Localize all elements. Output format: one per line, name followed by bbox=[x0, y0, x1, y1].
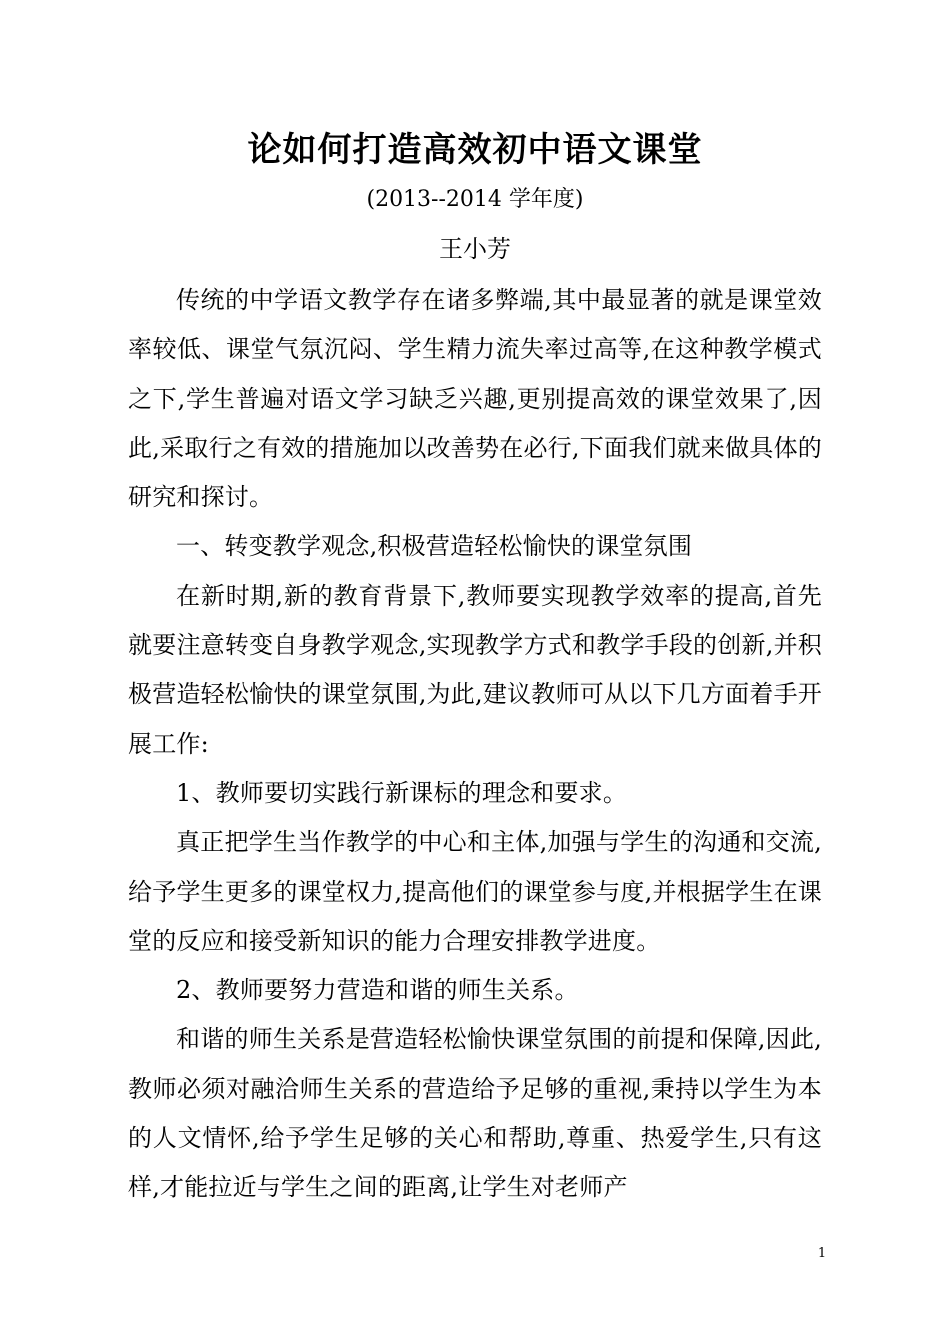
section-1-paragraph: 在新时期,新的教育背景下,教师要实现教学效率的提高,首先就要注意转变自身教学观念,实现教学方式和教学手段的创新,并积极营造轻松愉快的课堂氛围,为此,建议教师可从以下几方面着手开展工作: bbox=[128, 581, 822, 758]
document-subtitle: (2013--2014 学年度) bbox=[366, 187, 584, 212]
subsection-1-paragraph: 真正把学生当作教学的中心和主体,加强与学生的沟通和交流,给予学生更多的课堂权力,提高他们的课堂参与度,并根据学生在课堂的反应和接受新知识的能力合理安排教学进度。 bbox=[128, 828, 822, 955]
document-author: 王小芳 bbox=[439, 235, 511, 263]
intro-paragraph: 传统的中学语文教学存在诸多弊端,其中最显著的就是课堂效率较低、课堂气氛沉闷、学生精力流失率过高等,在这种教学模式之下,学生普遍对语文学习缺乏兴趣,更别提高效的课堂效果了,因此,采取行之有效的措施加以改善势在必行,下面我们就来做具体的研究和探讨。 bbox=[128, 286, 822, 512]
subheading-2: 2、教师要努力营造和谐的师生关系。 bbox=[176, 976, 579, 1005]
document-title: 论如何打造高效初中语文课堂 bbox=[247, 130, 703, 170]
section-heading-1: 一、转变教学观念,积极营造轻松愉快的课堂氛围 bbox=[176, 532, 693, 561]
subheading-1: 1、教师要切实践行新课标的理念和要求。 bbox=[176, 778, 628, 807]
document-body bbox=[128, 276, 822, 1213]
page-number: 1 bbox=[817, 1246, 827, 1261]
subsection-2-paragraph: 和谐的师生关系是营造轻松愉快课堂氛围的前提和保障,因此,教师必须对融洽师生关系的营造给予足够的重视,秉持以学生为本的人文情怀,给予学生足够的关心和帮助,尊重、热爱学生,只有这样,才能拉近与学生之间的距离,让学生对老师产 bbox=[128, 1025, 822, 1202]
